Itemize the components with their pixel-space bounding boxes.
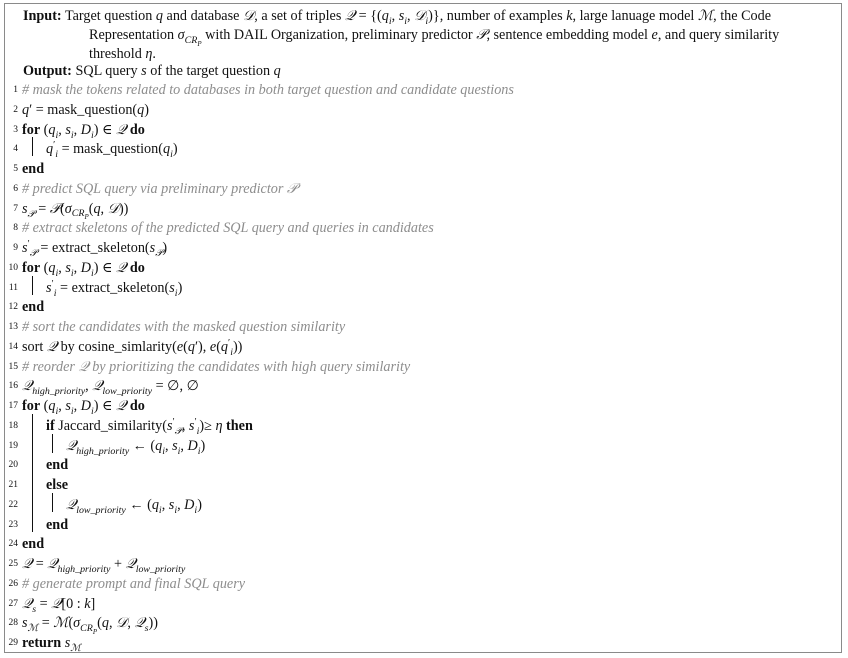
line-number: 10 [8, 262, 18, 273]
line-code: 𝒬$_s$ = 𝒬[0 : k] [22, 595, 96, 615]
input-label: Input: [23, 8, 62, 24]
line-comment: # generate prompt and final SQL query [22, 575, 246, 592]
line-number: 3 [13, 124, 18, 135]
line-comment: # extract skeletons of the predicted SQL query and queries in candidates [22, 220, 434, 237]
line-code: 𝒬$_{high\_priority}$, 𝒬$_{low\_priority}$ = ∅, ∅ [22, 378, 199, 398]
line-number: 21 [8, 480, 18, 490]
line-number: 13 [8, 322, 18, 332]
line-code: for ($q_i$, $s_i$, $D_i$) ∈ 𝒬 do [22, 259, 145, 279]
line-number: 15 [8, 361, 18, 372]
line-comment: # reorder 𝒬 by prioritizing the candidates with high query similarity [22, 358, 411, 375]
line-code: end [22, 299, 45, 316]
line-number: 2 [13, 104, 18, 115]
line-code: 𝒬$_{low\_priority}$ ← ($q_i$, $s_i$, $D_i$) [66, 496, 202, 516]
line-number: 8 [13, 223, 18, 234]
line-code: $s'_𝒫$ = $extract\_skeleton(s_𝒫)$ [22, 238, 168, 259]
line-number: 5 [13, 164, 18, 174]
block-bar-loop-17 [32, 414, 33, 532]
line-number: 17 [8, 401, 18, 411]
line-code: end [46, 516, 69, 533]
line-code: if $Jaccard\_similarity(s'_𝒫$, $s'_i)\ge \eta$ then [46, 416, 253, 437]
line-number: 11 [8, 282, 18, 293]
line-comment: # mask the tokens related to databases in both target question and candidate questions [22, 82, 514, 98]
line-code: q′ = mask_question(q) [22, 101, 149, 118]
line-number: 9 [13, 243, 18, 253]
input-text: Input: Target question q and database 𝒟, a set of triples 𝒬 = {($q_i$, $s_i$, 𝒟$_i$)}, number of examples k, large lanuage model ℳ, the Code Representation $\sigma_{CR_P}$ with DAIL Organization, preliminary predictor 𝒫, sentence embedding model e, and query similarity threshold η. [23, 8, 780, 62]
line-code: end [22, 536, 45, 553]
line-comment: # predict SQL query via preliminary predictor 𝒫 [22, 180, 298, 197]
line-code: 𝒬 = 𝒬$_{high\_priority}$ + 𝒬$_{low\_priority}$ [22, 556, 186, 575]
line-number: 27 [8, 598, 18, 609]
line-number: 28 [8, 618, 18, 629]
block-bar-line-11 [32, 276, 33, 295]
line-number: 4 [13, 144, 18, 155]
line-code: for ($q_i$, $s_i$, $D_i$) ∈ 𝒬 do [22, 398, 145, 417]
line-number: 12 [8, 302, 18, 313]
block-bar-line-4 [32, 137, 33, 156]
line-code: $s_𝒫$ = $𝒫(\sigma_{CR_P}(q$, 𝒟)) [22, 200, 129, 222]
line-code: sort 𝒬 by cosine_simlarity(e(q′), $e(q'_i)$) [22, 337, 243, 358]
algorithm-input [23, 7, 823, 64]
line-number: 25 [8, 559, 18, 569]
line-code: return $s_ℳ$ [22, 635, 81, 654]
line-code: $q'_i$ = $mask\_question(q_i)$ [46, 139, 178, 161]
line-code: $s_ℳ$ = $ℳ(\sigma_{CR_P}(q$, 𝒟, 𝒬$_s$)) [22, 615, 158, 637]
line-number: 14 [8, 341, 18, 352]
output-text: SQL query s of the target question q [75, 63, 281, 79]
line-number: 20 [8, 460, 18, 471]
line-code: for ($q_i$, $s_i$, $D_i$) ∈ 𝒬 do [22, 121, 145, 141]
line-number: 7 [13, 203, 18, 214]
algorithm-output [23, 62, 281, 81]
line-number: 26 [8, 578, 18, 589]
line-number: 6 [13, 183, 18, 194]
line-code: end [22, 161, 45, 177]
line-number: 18 [8, 420, 18, 431]
line-code: else [46, 477, 69, 493]
block-bar-line-22 [52, 493, 53, 512]
line-number: 29 [8, 638, 18, 648]
line-number: 24 [8, 539, 18, 550]
output-label: Output: [23, 63, 72, 79]
line-number: 1 [13, 85, 18, 95]
line-code: $s'_i$ = $extract\_skeleton(s_i)$ [46, 277, 183, 299]
line-number: 16 [8, 381, 18, 392]
line-number: 22 [8, 499, 18, 510]
block-bar-line-19 [52, 434, 53, 453]
line-code: end [46, 457, 69, 474]
line-number: 23 [8, 519, 18, 530]
line-number: 19 [8, 440, 18, 451]
line-comment: # sort the candidates with the masked question similarity [22, 319, 346, 335]
line-code: 𝒬$_{high\_priority}$ ← ($q_i$, $s_i$, $D_i$) [66, 437, 206, 457]
